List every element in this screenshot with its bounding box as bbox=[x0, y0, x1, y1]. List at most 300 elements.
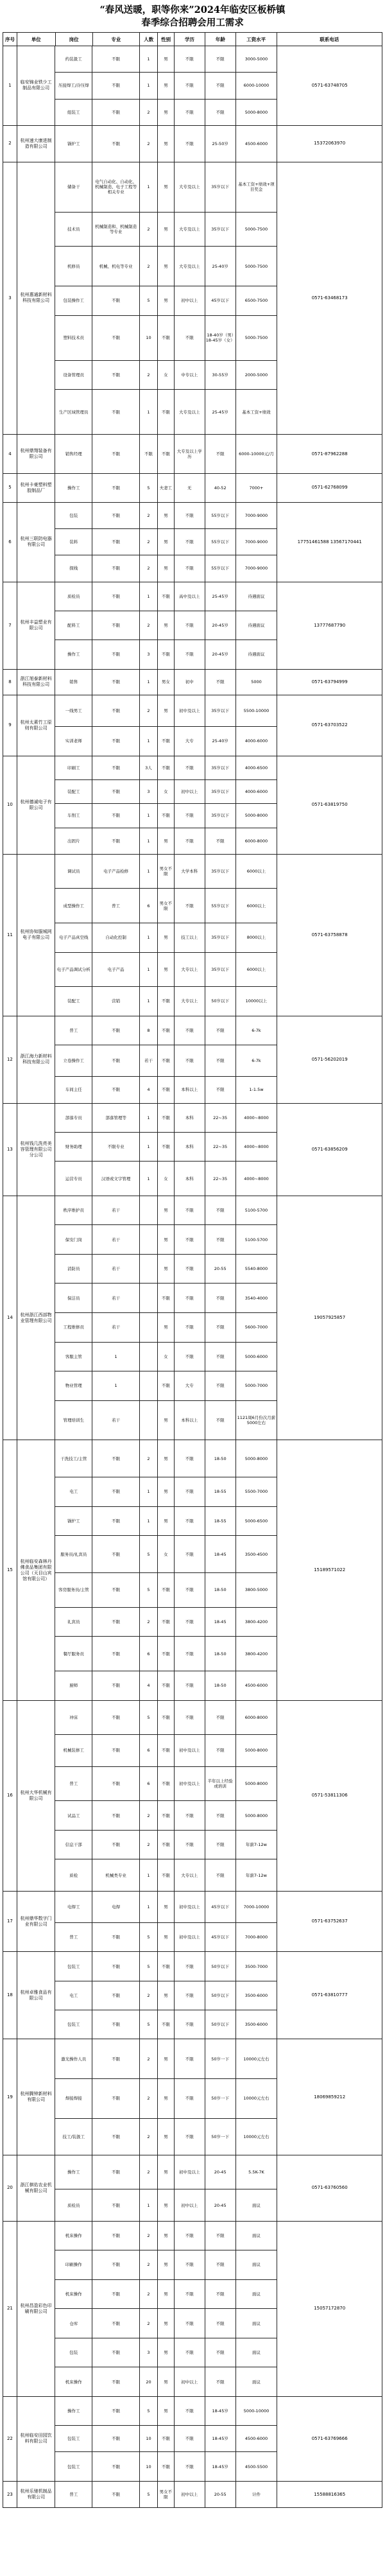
cell-major: 不限 bbox=[92, 1801, 140, 1830]
cell-education: 不限 bbox=[175, 1343, 205, 1371]
cell-education: 大专 bbox=[175, 727, 205, 755]
cell-major: 不限 bbox=[92, 828, 140, 854]
cell-position: 普工 bbox=[55, 2482, 92, 2508]
cell-position: 销售经理 bbox=[55, 435, 92, 473]
cell-position: 保安门岗 bbox=[55, 1225, 92, 1254]
cell-headcount bbox=[140, 1313, 158, 1342]
cell-age: 50岁一下 bbox=[205, 2039, 236, 2078]
table-header bbox=[3, 33, 382, 46]
cell-age: 55岁以下 bbox=[205, 503, 236, 528]
cell-major: 不限 bbox=[92, 435, 140, 473]
cell-position: 成型操作工 bbox=[55, 889, 92, 923]
cell-major: 不限 bbox=[92, 2426, 140, 2451]
cell-major: 不限 bbox=[92, 555, 140, 581]
table-row bbox=[55, 474, 277, 502]
cell-education: 技工以上 bbox=[175, 923, 205, 952]
cell-salary: 10000元左右 bbox=[243, 2134, 270, 2139]
cell-position: 调试员 bbox=[55, 855, 92, 889]
cell-gender: 女 bbox=[158, 1536, 175, 1572]
cell-salary: 7000+ bbox=[249, 485, 264, 491]
cell-age: 35岁以下 bbox=[205, 804, 236, 827]
cell-headcount: 若干 bbox=[140, 1045, 158, 1076]
cell-salary: 7000-9000 bbox=[244, 539, 268, 545]
cell-position: 销售 bbox=[55, 670, 92, 695]
cell-salary: 4500-6000 bbox=[244, 1683, 268, 1689]
cell-gender: 男 bbox=[158, 2155, 175, 2189]
cell-position: 普工 bbox=[55, 1016, 92, 1045]
cell-education: 不限 bbox=[175, 2010, 205, 2039]
job-rows bbox=[55, 2222, 277, 2396]
header-col-position: 岗位 bbox=[56, 33, 93, 46]
cell-headcount bbox=[140, 1343, 158, 1371]
cell-major: 不限 bbox=[92, 611, 140, 640]
cell-position: 物业管理 bbox=[55, 1371, 92, 1400]
cell-gender: 不限 bbox=[158, 1133, 175, 1161]
cell-age: 20-55 bbox=[205, 2482, 236, 2508]
cell-education: 不限 bbox=[175, 1831, 205, 1859]
cell-major: 不限 bbox=[92, 2280, 140, 2309]
table-row bbox=[55, 1077, 277, 1102]
cell-salary: 6000-10000元/月 bbox=[239, 451, 274, 457]
company-number: 23 bbox=[3, 2482, 17, 2508]
cell-headcount: 2 bbox=[140, 2155, 158, 2189]
cell-education: 不限 bbox=[175, 889, 205, 923]
company-group bbox=[3, 435, 382, 474]
contact-phone: 0571-87962288 bbox=[311, 451, 348, 457]
company-group bbox=[3, 670, 382, 696]
cell-gender: 男 bbox=[158, 611, 175, 640]
cell-salary: 6-7k bbox=[252, 1027, 261, 1033]
cell-gender: 不限 bbox=[158, 1371, 175, 1400]
cell-major: 若干 bbox=[92, 1401, 140, 1440]
cell-position: 锅炉工 bbox=[55, 126, 92, 162]
table-row bbox=[55, 804, 277, 828]
job-rows bbox=[55, 1196, 277, 1440]
company-name: 杭州三联防电器有限公司 bbox=[17, 503, 56, 582]
table-row bbox=[55, 2397, 277, 2426]
company-number: 8 bbox=[3, 670, 17, 695]
cell-headcount: 1 bbox=[140, 390, 158, 434]
cell-gender: 男 bbox=[158, 46, 175, 72]
company-group bbox=[3, 162, 382, 435]
cell-headcount bbox=[140, 1371, 158, 1400]
cell-salary: 年薪7-12w bbox=[245, 1872, 267, 1878]
cell-education: 大学本科 bbox=[175, 855, 205, 889]
cell-education: 不限 bbox=[175, 828, 205, 854]
cell-position: 激光操作人员 bbox=[55, 2039, 92, 2078]
company-name: 杭州协知服城网电子有限公司 bbox=[17, 855, 56, 1016]
cell-headcount: 2 bbox=[140, 1981, 158, 2010]
company-name: 杭州德诚电子有限公司 bbox=[17, 756, 56, 854]
cell-position: 客房服务员/主管 bbox=[55, 1573, 92, 1607]
company-group bbox=[3, 1952, 382, 2039]
company-group bbox=[3, 474, 382, 503]
cell-education: 不限 bbox=[175, 640, 205, 668]
cell-position: 操作工 bbox=[55, 640, 92, 668]
cell-position: 包装工 bbox=[55, 2010, 92, 2039]
table-row bbox=[55, 1225, 277, 1255]
cell-headcount: 20 bbox=[140, 2367, 158, 2396]
cell-major: 不限 bbox=[92, 2119, 140, 2155]
table-row bbox=[55, 828, 277, 854]
cell-gender: 男 bbox=[158, 1892, 175, 1922]
company-name: 杭州临安森林丹佛食品集团有限公司（天目山宾馆有限公司） bbox=[17, 1440, 56, 1700]
cell-major: 不限 bbox=[92, 1573, 140, 1607]
table-row bbox=[55, 73, 277, 99]
cell-headcount: 1 bbox=[140, 1859, 158, 1891]
cell-education: 不限 bbox=[175, 2280, 205, 2309]
company-number: 17 bbox=[3, 1892, 17, 1951]
cell-salary: 6000-8000 bbox=[244, 838, 268, 844]
cell-age: 35岁以下 bbox=[205, 953, 236, 987]
contact-phone: 0571-63760560 bbox=[311, 2185, 348, 2191]
cell-salary: 1121周6月份次月薪5000左右 bbox=[237, 1415, 276, 1426]
table-row bbox=[55, 162, 277, 213]
job-rows bbox=[55, 1440, 277, 1700]
cell-position: 约装扱工 bbox=[55, 46, 92, 72]
job-rows bbox=[55, 2482, 277, 2508]
cell-age: 不限 bbox=[205, 2367, 236, 2396]
cell-gender: 男 bbox=[158, 1981, 175, 2010]
cell-headcount: 4 bbox=[140, 1077, 158, 1102]
table-row bbox=[55, 889, 277, 923]
cell-education: 初中以上 bbox=[175, 2367, 205, 2396]
cell-age: 20-45岁 bbox=[205, 640, 236, 668]
cell-headcount: 1 bbox=[140, 46, 158, 72]
table-row bbox=[55, 953, 277, 988]
recruitment-table bbox=[3, 32, 382, 2508]
cell-salary: 7000-10000 bbox=[243, 1904, 270, 1910]
cell-position: 客服主管 bbox=[55, 1343, 92, 1371]
cell-age: 20-45岁 bbox=[205, 611, 236, 640]
cell-education: 本科以上 bbox=[175, 1401, 205, 1440]
cell-headcount: 3 bbox=[140, 640, 158, 668]
cell-gender: 男 bbox=[158, 1477, 175, 1506]
cell-major: 电焊 bbox=[92, 1892, 140, 1922]
cell-salary: 3800-5000 bbox=[244, 1587, 268, 1593]
table-row bbox=[55, 1701, 277, 1736]
cell-education: 不限 bbox=[175, 611, 205, 640]
job-rows bbox=[55, 756, 277, 854]
cell-salary: 5000-6500 bbox=[244, 1519, 268, 1524]
cell-position: 电焊工 bbox=[55, 1892, 92, 1922]
table-row bbox=[55, 503, 277, 529]
job-rows bbox=[55, 503, 277, 582]
cell-age: 18-50 bbox=[205, 1637, 236, 1671]
cell-salary: 5500-10000 bbox=[243, 708, 270, 714]
cell-age: 不限 bbox=[205, 1284, 236, 1312]
cell-age: 不限 bbox=[205, 1371, 236, 1400]
cell-position: 财务助理 bbox=[55, 1133, 92, 1161]
cell-salary: 年薪7-12w bbox=[245, 1842, 267, 1848]
company-name: 临安锦业铁少工制品有限公司 bbox=[17, 46, 56, 125]
cell-headcount: 5 bbox=[140, 1573, 158, 1607]
table-row bbox=[55, 1637, 277, 1671]
table-row bbox=[55, 1133, 277, 1162]
cell-age: 25-40岁 bbox=[205, 727, 236, 755]
table-row bbox=[55, 1892, 277, 1923]
table-row bbox=[55, 640, 277, 668]
cell-age: 50岁一下 bbox=[205, 2119, 236, 2155]
cell-education: 不限 bbox=[175, 2338, 205, 2367]
cell-salary: 5000-8000 bbox=[244, 813, 268, 819]
table-body bbox=[3, 46, 382, 2507]
cell-age: 不限 bbox=[205, 1077, 236, 1102]
table-row bbox=[55, 923, 277, 953]
cell-education: 初中以上 bbox=[175, 780, 205, 803]
cell-gender: 不限 bbox=[158, 582, 175, 611]
cell-gender: 不限 bbox=[158, 804, 175, 827]
table-row bbox=[55, 529, 277, 555]
cell-salary: 待遇面议 bbox=[248, 652, 265, 657]
cell-major: 不限 bbox=[92, 1440, 140, 1477]
cell-education: 不限 bbox=[175, 1573, 205, 1607]
cell-headcount: 1 bbox=[140, 162, 158, 212]
cell-gender: 男 bbox=[158, 2039, 175, 2078]
cell-headcount: 1 bbox=[140, 2189, 158, 2220]
cell-education: 不限 bbox=[175, 2397, 205, 2425]
header-col-headcount: 人数 bbox=[140, 33, 158, 46]
cell-position: 服务员/礼宾员 bbox=[55, 1536, 92, 1572]
cell-headcount: 5 bbox=[140, 286, 158, 315]
cell-headcount: 2 bbox=[140, 2222, 158, 2250]
cell-headcount: 8 bbox=[140, 1016, 158, 1045]
cell-salary: 4000~8000 bbox=[244, 1115, 269, 1120]
company-name: 浙江棋佑农业机械有限公司 bbox=[17, 2155, 56, 2221]
table-row bbox=[55, 1045, 277, 1077]
cell-headcount: 5 bbox=[140, 2482, 158, 2508]
cell-major: 不限 bbox=[92, 73, 140, 98]
cell-age: 不限 bbox=[205, 2309, 236, 2338]
job-rows bbox=[55, 1104, 277, 1196]
cell-position: 包装工 bbox=[55, 2452, 92, 2480]
cell-headcount: 10 bbox=[140, 316, 158, 360]
cell-salary: 5600-7000 bbox=[244, 1325, 268, 1330]
table-row bbox=[55, 1831, 277, 1860]
company-number: 1 bbox=[3, 46, 17, 125]
cell-education: 本科 bbox=[175, 1162, 205, 1195]
cell-major: 不限 bbox=[92, 727, 140, 755]
cell-education: 大专以上 bbox=[175, 1859, 205, 1891]
company-number: 2 bbox=[3, 126, 17, 162]
cell-major: 不限 bbox=[92, 2482, 140, 2508]
cell-major: 自动化控制 bbox=[92, 923, 140, 952]
cell-education: 初中及以上 bbox=[175, 1892, 205, 1922]
header-col-number: 序号 bbox=[3, 33, 17, 46]
cell-salary: 4500-6000 bbox=[244, 141, 268, 146]
cell-major: 不限 bbox=[92, 2010, 140, 2039]
cell-position: 包装 bbox=[55, 503, 92, 528]
company-number: 18 bbox=[3, 1952, 17, 2039]
cell-headcount: 5 bbox=[140, 1536, 158, 1572]
cell-major: 不限 bbox=[92, 361, 140, 390]
cell-gender: 男女不限 bbox=[158, 889, 175, 923]
company-name: 杭州卡豪塑料塑胶制品厂 bbox=[17, 474, 56, 502]
company-group bbox=[3, 855, 382, 1016]
cell-position: 操作工 bbox=[55, 474, 92, 502]
cell-age: 不限 bbox=[205, 100, 236, 125]
cell-headcount: 2 bbox=[140, 2250, 158, 2279]
cell-gender: 不限 bbox=[158, 1767, 175, 1801]
job-rows bbox=[55, 2039, 277, 2155]
cell-education: 不限 bbox=[175, 756, 205, 779]
cell-age: 45岁以下 bbox=[205, 1892, 236, 1922]
cell-salary: 5000 bbox=[251, 679, 262, 685]
table-row bbox=[55, 2426, 277, 2452]
cell-salary: 6000-10000 bbox=[243, 83, 270, 89]
cell-position: 机械装修工 bbox=[55, 1735, 92, 1766]
company-number: 19 bbox=[3, 2039, 17, 2155]
cell-age: 50岁以下 bbox=[205, 2010, 236, 2039]
table-row bbox=[55, 1952, 277, 1981]
cell-education: 初中以上 bbox=[175, 2189, 205, 2220]
cell-salary: 7000-9000 bbox=[244, 566, 268, 571]
company-group bbox=[3, 2482, 382, 2508]
table-row bbox=[55, 855, 277, 889]
cell-gender: 不限 bbox=[158, 2010, 175, 2039]
table-row bbox=[55, 2222, 277, 2251]
table-row bbox=[55, 1767, 277, 1802]
cell-position: 装配工 bbox=[55, 780, 92, 803]
cell-major: 不限 bbox=[92, 1981, 140, 2010]
cell-education: 初中及以上 bbox=[175, 1923, 205, 1951]
company-number: 4 bbox=[3, 435, 17, 473]
contact-phone: 0571-63758878 bbox=[311, 932, 348, 937]
cell-headcount: 1 bbox=[140, 953, 158, 987]
cell-major: 机械、机电等专业 bbox=[92, 247, 140, 286]
cell-gender: 男 bbox=[158, 2367, 175, 2396]
cell-major: 营销 bbox=[92, 987, 140, 1016]
cell-age: 45岁以下 bbox=[205, 286, 236, 315]
cell-headcount bbox=[140, 1284, 158, 1312]
cell-salary: 面议 bbox=[252, 2379, 261, 2385]
cell-age: 35岁以下 bbox=[205, 855, 236, 889]
cell-age: 35岁以下 bbox=[205, 756, 236, 779]
cell-education: 不限 bbox=[175, 2222, 205, 2250]
cell-gender: 不限 bbox=[158, 1016, 175, 1045]
cell-headcount: 2 bbox=[140, 1801, 158, 1830]
company-group bbox=[3, 2222, 382, 2397]
cell-major: 不限 bbox=[92, 2079, 140, 2118]
cell-headcount: 2 bbox=[140, 247, 158, 286]
cell-major: 不限 bbox=[92, 46, 140, 72]
cell-age: 不限 bbox=[205, 1859, 236, 1891]
cell-headcount: 3人 bbox=[140, 756, 158, 779]
cell-salary: 面议 bbox=[252, 2202, 261, 2208]
table-row bbox=[55, 987, 277, 1016]
cell-gender: 男 bbox=[158, 1923, 175, 1951]
cell-position: 操作工 bbox=[55, 2155, 92, 2189]
cell-education: 初中及以上 bbox=[175, 1735, 205, 1766]
cell-education: 不限 bbox=[175, 1225, 205, 1254]
contact-phone: 0571-63769666 bbox=[311, 2435, 348, 2441]
cell-salary: 5100-5700 bbox=[244, 1237, 268, 1242]
cell-headcount: 2 bbox=[140, 100, 158, 125]
table-row bbox=[55, 1507, 277, 1536]
contact-phone: 0571-63752637 bbox=[311, 1919, 348, 1924]
cell-position: 仓库 bbox=[55, 2309, 92, 2338]
cell-gender: 不限 bbox=[158, 1045, 175, 1076]
table-row bbox=[55, 1162, 277, 1195]
cell-major: 不限 bbox=[92, 640, 140, 668]
cell-position: 印刷工 bbox=[55, 756, 92, 779]
cell-headcount: 1 bbox=[140, 1104, 158, 1132]
company-number: 3 bbox=[3, 162, 17, 434]
cell-headcount: 1 bbox=[140, 727, 158, 755]
cell-age: 50岁以下 bbox=[205, 987, 236, 1016]
cell-major: 不限 bbox=[92, 780, 140, 803]
cell-gender: 不限 bbox=[158, 1284, 175, 1312]
company-group bbox=[3, 1196, 382, 1441]
cell-salary: 3500-4500 bbox=[244, 1551, 268, 1557]
cell-age: 35岁以下 bbox=[205, 162, 236, 212]
cell-headcount: 5 bbox=[140, 1923, 158, 1951]
cell-major: 不限 bbox=[92, 1507, 140, 1536]
cell-age: 不限 bbox=[205, 1045, 236, 1076]
cell-salary: 6000以上 bbox=[246, 869, 266, 875]
cell-major: 不限 bbox=[92, 503, 140, 528]
cell-salary: 5000-8000 bbox=[244, 1813, 268, 1818]
cell-age: 18-45 bbox=[205, 1608, 236, 1637]
cell-education: 初中以上 bbox=[175, 2482, 205, 2508]
cell-gender: 不限 bbox=[158, 1077, 175, 1102]
cell-gender: 男 bbox=[158, 2189, 175, 2220]
cell-salary: 5.5K-7K bbox=[248, 2170, 264, 2175]
cell-major: 不限 bbox=[92, 2452, 140, 2480]
cell-salary: 10000元左右 bbox=[243, 2096, 270, 2102]
cell-age: 25-45岁 bbox=[205, 390, 236, 434]
cell-major: 不限 bbox=[92, 695, 140, 726]
cell-gender: 男 bbox=[158, 2280, 175, 2309]
cell-age: 不限 bbox=[205, 828, 236, 854]
company-name: 杭州鼎翔装备有限公司 bbox=[17, 435, 56, 473]
cell-salary: 5540-8000 bbox=[244, 1266, 268, 1272]
cell-headcount: 3 bbox=[140, 2338, 158, 2367]
cell-position: 车削工 bbox=[55, 804, 92, 827]
cell-headcount: 不限 bbox=[140, 435, 158, 473]
company-number: 20 bbox=[3, 2155, 17, 2221]
cell-gender: 不限 bbox=[158, 1637, 175, 1671]
cell-age: 18-55 bbox=[205, 1507, 236, 1536]
cell-education: 本科 bbox=[175, 1104, 205, 1132]
cell-gender: 男 bbox=[158, 695, 175, 726]
header-col-gender: 性别 bbox=[158, 33, 175, 46]
cell-age: 不限 bbox=[205, 1313, 236, 1342]
cell-position: 质检员 bbox=[55, 2189, 92, 2220]
cell-major: 不限 bbox=[92, 100, 140, 125]
cell-age: 不限 bbox=[205, 435, 236, 473]
cell-major: 不限 bbox=[92, 316, 140, 360]
cell-major: 汉语或文字管理 bbox=[92, 1162, 140, 1195]
cell-salary: 1-1.5w bbox=[249, 1087, 264, 1093]
table-row bbox=[55, 1343, 277, 1372]
contact-phone: 0571-63819750 bbox=[311, 802, 348, 808]
cell-major: 电子产品检修 bbox=[92, 855, 140, 889]
cell-major: 机械类专业 bbox=[92, 1859, 140, 1891]
cell-gender: 女 bbox=[158, 1162, 175, 1195]
cell-age: 不限 bbox=[205, 1401, 236, 1440]
cell-gender: 男 bbox=[158, 73, 175, 98]
cell-salary: 4500-6000 bbox=[244, 2436, 268, 2442]
cell-headcount: 2 bbox=[140, 1440, 158, 1477]
cell-education: 不限 bbox=[175, 1045, 205, 1076]
cell-education: 不限 bbox=[175, 316, 205, 360]
cell-education: 不限 bbox=[175, 555, 205, 581]
cell-age: 不限 bbox=[205, 1016, 236, 1045]
cell-salary: 3500-6000 bbox=[244, 1992, 268, 1998]
cell-headcount: 2 bbox=[140, 2079, 158, 2118]
cell-education: 不限 bbox=[175, 2079, 205, 2118]
